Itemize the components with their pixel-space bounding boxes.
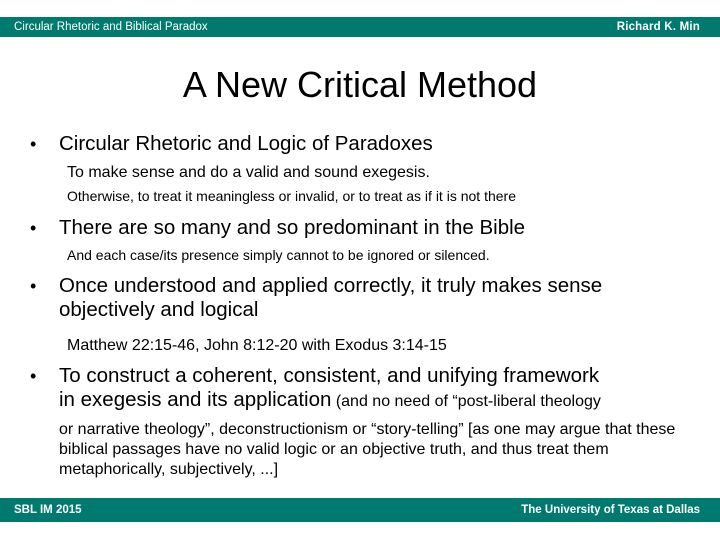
slide-title: A New Critical Method	[182, 64, 538, 105]
bullet-dot-icon: •	[30, 366, 37, 386]
bullet-4-line-1: To construct a coherent, consistent, and unifying framework	[59, 364, 600, 387]
bullet-4-line-2: in exegesis and its application	[59, 388, 332, 411]
bullet-1-text: Circular Rhetoric and Logic of Paradoxes	[59, 132, 433, 155]
header-author: Richard K. Min	[616, 21, 700, 33]
header-bar	[0, 17, 720, 37]
bullet-dot-icon: •	[30, 276, 37, 296]
bullet-dot-icon: •	[30, 134, 37, 154]
bullet-dot-icon: •	[30, 218, 37, 238]
bullet-1	[30, 132, 700, 156]
footer-institution: The University of Texas at Dallas	[521, 504, 700, 516]
bullet-3-line-1: Once understood and applied correctly, it truly makes sense	[59, 274, 603, 297]
bullet-2-text: There are so many and so predominant in the Bible	[59, 216, 526, 239]
bullet-3	[30, 274, 700, 322]
bullet-4-text	[59, 364, 700, 414]
header-presentation-title: Circular Rhetoric and Biblical Paradox	[14, 21, 208, 33]
bullet-3-sub-1: Matthew 22:15-46, John 8:12-20 with Exodus 3:14-15	[67, 337, 447, 354]
footer-conference: SBL IM 2015	[14, 504, 82, 516]
bullet-3-line-2: objectively and logical	[59, 298, 259, 321]
bullet-2	[30, 216, 700, 240]
bullet-4-line-2-note: (and no need of “post-liberal theology	[331, 393, 601, 410]
footer-bar	[0, 498, 720, 522]
bullet-3-text	[59, 274, 700, 322]
bullet-2-sub-1: And each case/its presence simply cannot to be ignored or silenced.	[67, 247, 490, 263]
bullet-1-sub-2: Otherwise, to treat it meaningless or invalid, or to treat as if it is not there	[67, 188, 516, 204]
bullet-1-sub-1: To make sense and do a valid and sound exegesis.	[67, 164, 430, 181]
bullet-4	[30, 364, 700, 414]
bullet-4-continuation: or narrative theology”, deconstructionism or “story-telling” [as one may argue that these biblical passages have no valid logic or an objective truth, and thus treat them metaphorically, subjectively, ...]	[59, 421, 676, 478]
